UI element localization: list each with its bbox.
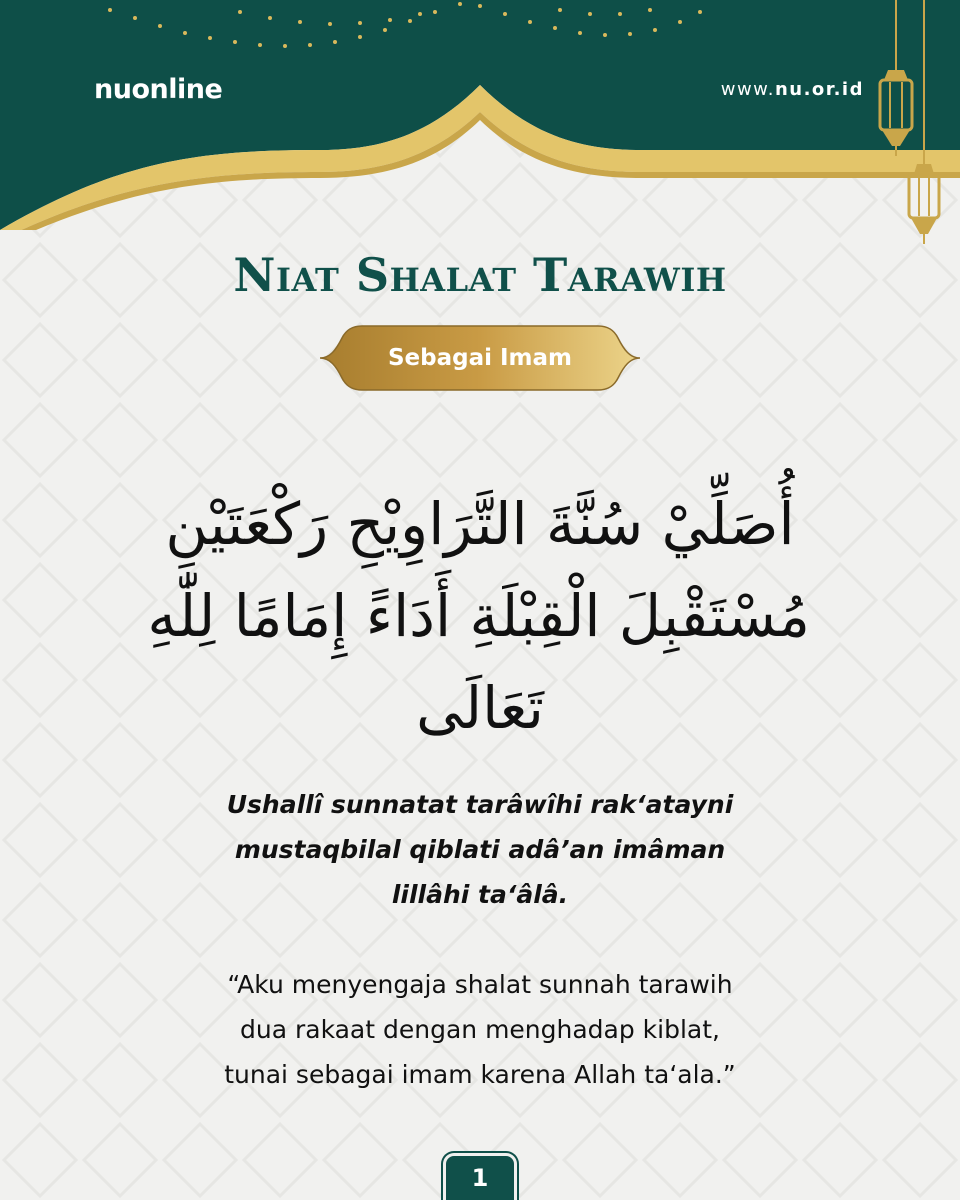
translation-line: dua rakaat dengan menghadap kiblat, [239,1015,720,1044]
transliteration [120,782,840,917]
page-title: Niat Shalat Tarawih [233,248,727,302]
website-url[interactable] [721,79,864,100]
nuonline-logo: nuonline [94,74,223,105]
arabic-line: تَعَالَى [416,674,544,742]
arabic-line: أُصَلِّيْ سُنَّةَ التَّرَاوِيْحِ رَكْعَتَيْنِ [165,490,795,558]
transliteration-line: lillâhi ta‘âlâ. [391,880,569,909]
arabic-text [147,478,810,754]
transliteration-line: Ushallî sunnatat tarâwîhi rak‘atayni [226,790,734,819]
subtitle-badge [318,322,642,394]
subtitle-label: Sebagai Imam [387,345,573,371]
lantern-icon [904,0,944,250]
website-prefix: www. [720,79,775,100]
header-banner [0,0,960,230]
arabic-line: مُسْتَقْبِلَ الْقِبْلَةِ أَدَاءً إِمَامًا لِلّٰهِ [147,582,810,650]
website-domain: nu.or.id [774,79,864,100]
translation-line: tunai sebagai imam karena Allah ta‘ala.” [224,1060,736,1089]
page-number: 1 [446,1156,514,1200]
translation [120,962,840,1097]
transliteration-line: mustaqbilal qiblati adâ’an imâman [234,835,726,864]
translation-line: “Aku menyengaja shalat sunnah tarawih [227,970,733,999]
